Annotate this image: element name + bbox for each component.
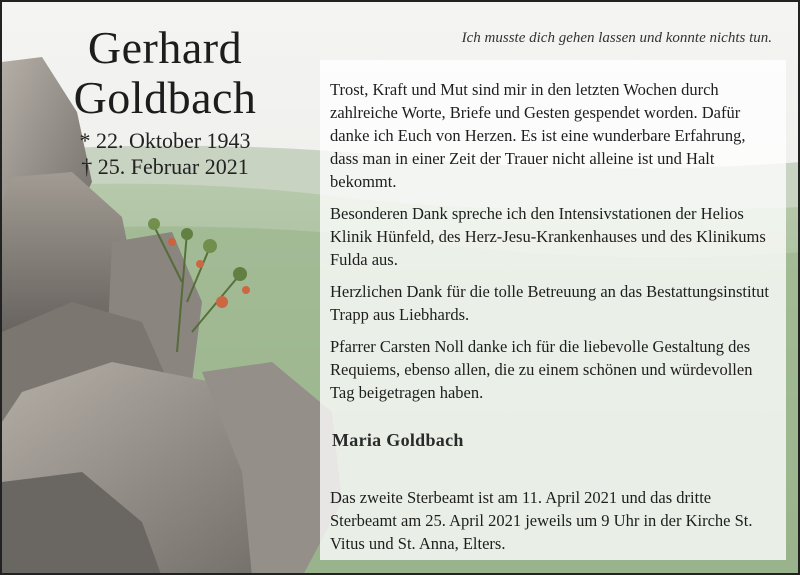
service-notice: Das zweite Sterbeamt ist am 11. April 2021 und das dritte Sterbeamt am 25. April 2021 jeweils um 9 Uhr in der Kirche St. Vitus und St. Anna, Elters. [330, 488, 753, 553]
memorial-quote: Ich musste dich gehen lassen und konnte nichts tun. [461, 30, 772, 46]
birth-date: * 22. Oktober 1943 [79, 128, 251, 153]
paragraph-thanks-support: Trost, Kraft und Mut sind mir in den letzten Wochen durch zahlreiche Worte, Briefe und Gesten gespendet worden. Dafür danke ich Euch von Herzen. Es ist eine wunderbare Erfahrung, dass man in einer Zeit der Trauer nicht alleine ist und Halt bekommt. [330, 80, 746, 191]
signature: Maria Goldbach [332, 430, 464, 450]
death-date: † 25. Februar 2021 [81, 154, 249, 179]
deceased-last-name: Goldbach [73, 72, 257, 123]
deceased-first-name: Gerhard [87, 22, 243, 73]
paragraph-thanks-pastor: Pfarrer Carsten Noll danke ich für die liebevolle Gestaltung des Requiems, ebenso allen, die zu einem schönen und würdevollen Tag beigetragen haben. [330, 337, 753, 402]
thanks-text [330, 78, 770, 413]
life-dates [10, 128, 320, 180]
paragraph-thanks-hospitals: Besonderen Dank spreche ich den Intensivstationen der Helios Klinik Hünfeld, des Herz-Jesu-Krankenhauses und des Klinikums Fulda aus. [330, 204, 766, 269]
paragraph-thanks-funeral-home: Herzlichen Dank für die tolle Betreuung an das Bestattungsinstitut Trapp aus Liebhards. [330, 282, 769, 324]
